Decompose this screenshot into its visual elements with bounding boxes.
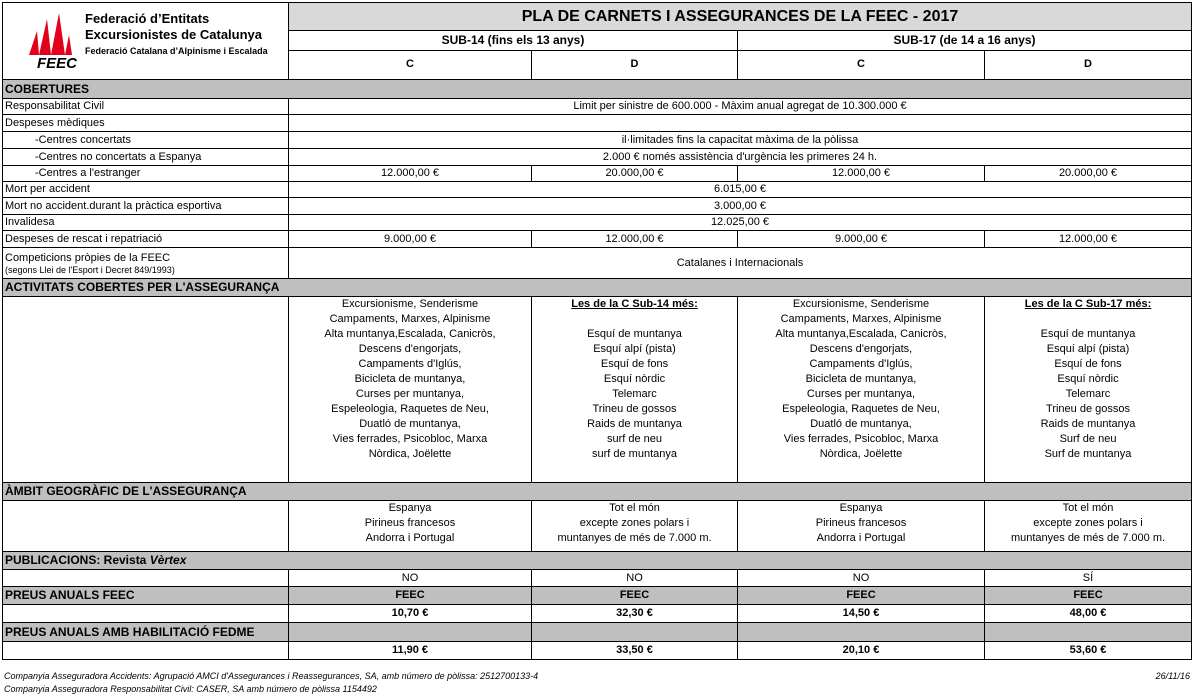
list-heading: Les de la C Sub-14 més: [571,298,698,310]
preus-value: 32,30 € [532,605,738,623]
activity-item: Esquí alpí (pista) [1046,343,1130,355]
rescat-value: 12.000,00 € [532,231,738,248]
list-heading: Les de la C Sub-17 més: [1024,298,1152,310]
activity-item: Curses per muntanya, [806,388,916,400]
activity-item: Vies ferrades, Psicobloc, Marxa [783,433,939,445]
ambit-item: Tot el món [609,502,660,514]
ambit-item: Pirineus francesos [815,517,907,529]
activitats-empty [3,297,289,483]
activity-item: Alta muntanya,Escalada, Canicròs, [324,328,496,340]
activity-item: Esquí de fons [600,358,669,370]
rescat-value: 9.000,00 € [738,231,985,248]
activity-item: Trineu de gossos [592,403,677,415]
activity-item: Vies ferrades, Psicobloc, Marxa [332,433,488,445]
activity-item: Descens d'engorjats, [358,343,462,355]
logo-cell [3,3,289,80]
activity-item: Esquí de fons [1054,358,1122,370]
publicacions-value: NO [532,570,738,587]
preus-value: 48,00 € [985,605,1192,623]
activity-item: Raids de muntanya [1040,418,1136,430]
activity-item: Curses per muntanya, [355,388,465,400]
estranger-value: 12.000,00 € [738,166,985,182]
feec-mountain-logo-icon [25,11,75,57]
page-title: PLA DE CARNETS I ASSEGURANCES DE LA FEEC - 2017 [289,3,1192,31]
footer-insurer-accidents: Companyia Asseguradora Accidents: Agrupació AMCI d'Assegurances i Reassegurances, SA, amb número de pòlissa: 2512700133-4 [4,671,539,681]
mort-no-accident-value: 3.000,00 € [289,198,1192,215]
activity-item: Campaments d'Iglús, [358,358,462,370]
preus-fedme-empty [3,642,289,660]
activity-item: Raids de muntanya [587,418,682,430]
section-ambit: ÀMBIT GEOGRÀFIC DE L'ASSEGURANÇA [3,483,1192,501]
row-label-centres-no-concertats: -Centres no concertats a Espanya [3,149,289,166]
ambit-item: Espanya [839,502,883,514]
competicions-label: Competicions pròpies de la FEEC [5,251,171,264]
activity-item: surf de muntanya [592,448,677,460]
publicacions-prefix: PUBLICACIONS: Revista [5,553,150,567]
activity-item: Esquí nòrdic [1057,373,1119,385]
activity-item: Esquí de muntanya [1040,328,1136,340]
col-header-d-sub17: D [985,50,1192,79]
logo-line3: Federació Catalana d’Alpinisme i Escalada [85,46,268,56]
preus-fedme-value: 20,10 € [738,642,985,660]
centres-no-concertats-value: 2.000 € només assistència d'urgència les primeres 24 h. [289,149,1192,166]
ambit-c-sub17 [738,501,985,552]
activity-item: Bicicleta de muntanya, [354,373,466,385]
col-header-c-sub17: C [738,50,985,79]
ambit-d-sub14 [532,501,738,552]
activitats-c-sub17 [738,297,985,483]
publicacions-value: SÍ [985,570,1192,587]
ambit-item: excepte zones polars i [1033,517,1143,529]
activitats-d-sub14 [532,297,738,483]
sub14-header: SUB-14 (fins els 13 anys) [289,31,738,50]
competicions-sublabel: (segons Llei de l'Esport i Decret 849/1993) [5,264,175,275]
ambit-d-sub17 [985,501,1192,552]
publicacions-empty [3,570,289,587]
activity-item: Bicicleta de muntanya, [805,373,917,385]
activity-item: Surf de neu [1059,433,1117,445]
preus-fedme-value: 53,60 € [985,642,1192,660]
preus-fedme-value: 33,50 € [532,642,738,660]
logo-line1: Federació d’Entitats [85,11,210,26]
preus-fedme-value: 11,90 € [289,642,532,660]
rc-value: Limit per sinistre de 600.000 - Màxim anual agregat de 10.300.000 € [289,99,1192,115]
estranger-value: 12.000,00 € [289,166,532,182]
activity-item: Campaments, Marxes, Alpinisme [780,313,942,325]
preus-head: FEEC [738,587,985,605]
activity-item: Campaments d'Iglús, [809,358,913,370]
rescat-value: 12.000,00 € [985,231,1192,248]
preus-fedme-head-empty [985,623,1192,642]
activitats-c-sub14 [289,297,532,483]
activity-item: Excursionisme, Senderisme [792,298,930,310]
activity-item: Surf de muntanya [1044,448,1132,460]
row-label-mort-accident: Mort per accident [3,182,289,198]
footer-insurer-rc: Companyia Asseguradora Responsabilitat Civil: CASER, SA amb número de pòlissa 1154492 [4,684,377,694]
publicacions-magazine: Vèrtex [149,553,187,567]
preus-fedme-head-empty [532,623,738,642]
activity-item: Telemarc [1065,388,1111,400]
row-label-centres-concertats: -Centres concertats [3,132,289,149]
activity-item: Alta muntanya,Escalada, Canicròs, [775,328,947,340]
activity-item: Duatló de muntanya, [810,418,912,430]
section-activitats: ACTIVITATS COBERTES PER L'ASSEGURANÇA [3,279,1192,297]
ambit-item: Andorra i Portugal [816,532,906,544]
row-label-rc: Responsabilitat Civil [3,99,289,115]
activitats-d-sub17 [985,297,1192,483]
estranger-value: 20.000,00 € [532,166,738,182]
invalidesa-value: 12.025,00 € [289,215,1192,231]
logo-line2: Excursionistes de Catalunya [85,27,263,42]
sub17-header: SUB-17 (de 14 a 16 anys) [738,31,1192,50]
section-preus-fedme: PREUS ANUALS AMB HABILITACIÓ FEDME [3,623,289,642]
row-label-centres-estranger: -Centres a l'estranger [3,166,289,182]
preus-fedme-head-empty [738,623,985,642]
section-preus-feec: PREUS ANUALS FEEC [3,587,289,605]
activity-item: Descens d'engorjats, [809,343,913,355]
preus-empty [3,605,289,623]
footer-date: 26/11/16 [1155,671,1190,681]
preus-value: 10,70 € [289,605,532,623]
activity-item: Telemarc [612,388,657,400]
despeses-mediques-empty [289,115,1192,132]
rescat-value: 9.000,00 € [289,231,532,248]
section-publicacions [3,552,1192,570]
activity-item: Esquí nòrdic [603,373,666,385]
row-label-rescat: Despeses de rescat i repatriació [3,231,289,248]
activity-item: Espeleologia, Raquetes de Neu, [331,403,489,415]
logo-acronym: FEEC [37,55,78,72]
ambit-empty [3,501,289,552]
activity-item: Excursionisme, Senderisme [341,298,479,310]
estranger-value: 20.000,00 € [985,166,1192,182]
ambit-item: muntanyes de més de 7.000 m. [1010,532,1166,544]
preus-value: 14,50 € [738,605,985,623]
activity-item: Nòrdica, Joëlette [368,448,452,460]
preus-head: FEEC [289,587,532,605]
list-spacer [987,312,1189,327]
section-cobertures: COBERTURES [3,80,1192,99]
activity-item: Esquí alpí (pista) [593,343,676,355]
mort-accident-value: 6.015,00 € [289,182,1192,198]
publicacions-value: NO [738,570,985,587]
ambit-item: Andorra i Portugal [365,532,455,544]
list-spacer [534,312,735,327]
preus-head: FEEC [532,587,738,605]
activity-item: Espeleologia, Raquetes de Neu, [782,403,940,415]
row-label-invalidesa: Invalidesa [3,215,289,231]
insurance-table [2,2,1192,660]
publicacions-value: NO [289,570,532,587]
ambit-item: Tot el món [1062,502,1114,514]
activity-item: Campaments, Marxes, Alpinisme [329,313,491,325]
col-header-d-sub14: D [532,50,738,79]
activity-item: Duatló de muntanya, [359,418,461,430]
activity-item: Trineu de gossos [1046,403,1130,415]
activity-item: surf de neu [606,433,663,445]
competicions-value: Catalanes i Internacionals [289,248,1192,279]
insurance-plan-document [2,2,1191,660]
ambit-item: muntanyes de més de 7.000 m. [557,532,712,544]
ambit-item: excepte zones polars i [579,517,690,529]
preus-head: FEEC [985,587,1192,605]
ambit-item: Pirineus francesos [364,517,456,529]
activity-item: Nòrdica, Joëlette [819,448,903,460]
col-header-c-sub14: C [289,50,532,79]
ambit-c-sub14 [289,501,532,552]
ambit-item: Espanya [388,502,432,514]
centres-concertats-value: il·limitades fins la capacitat màxima de la pòlissa [289,132,1192,149]
activity-item: Esquí de muntanya [587,328,682,340]
preus-fedme-head-empty [289,623,532,642]
row-label-competicions [3,248,289,279]
row-label-despeses-mediques: Despeses mèdiques [3,115,289,132]
row-label-mort-no-accident: Mort no accident.durant la pràctica esportiva [3,198,289,215]
